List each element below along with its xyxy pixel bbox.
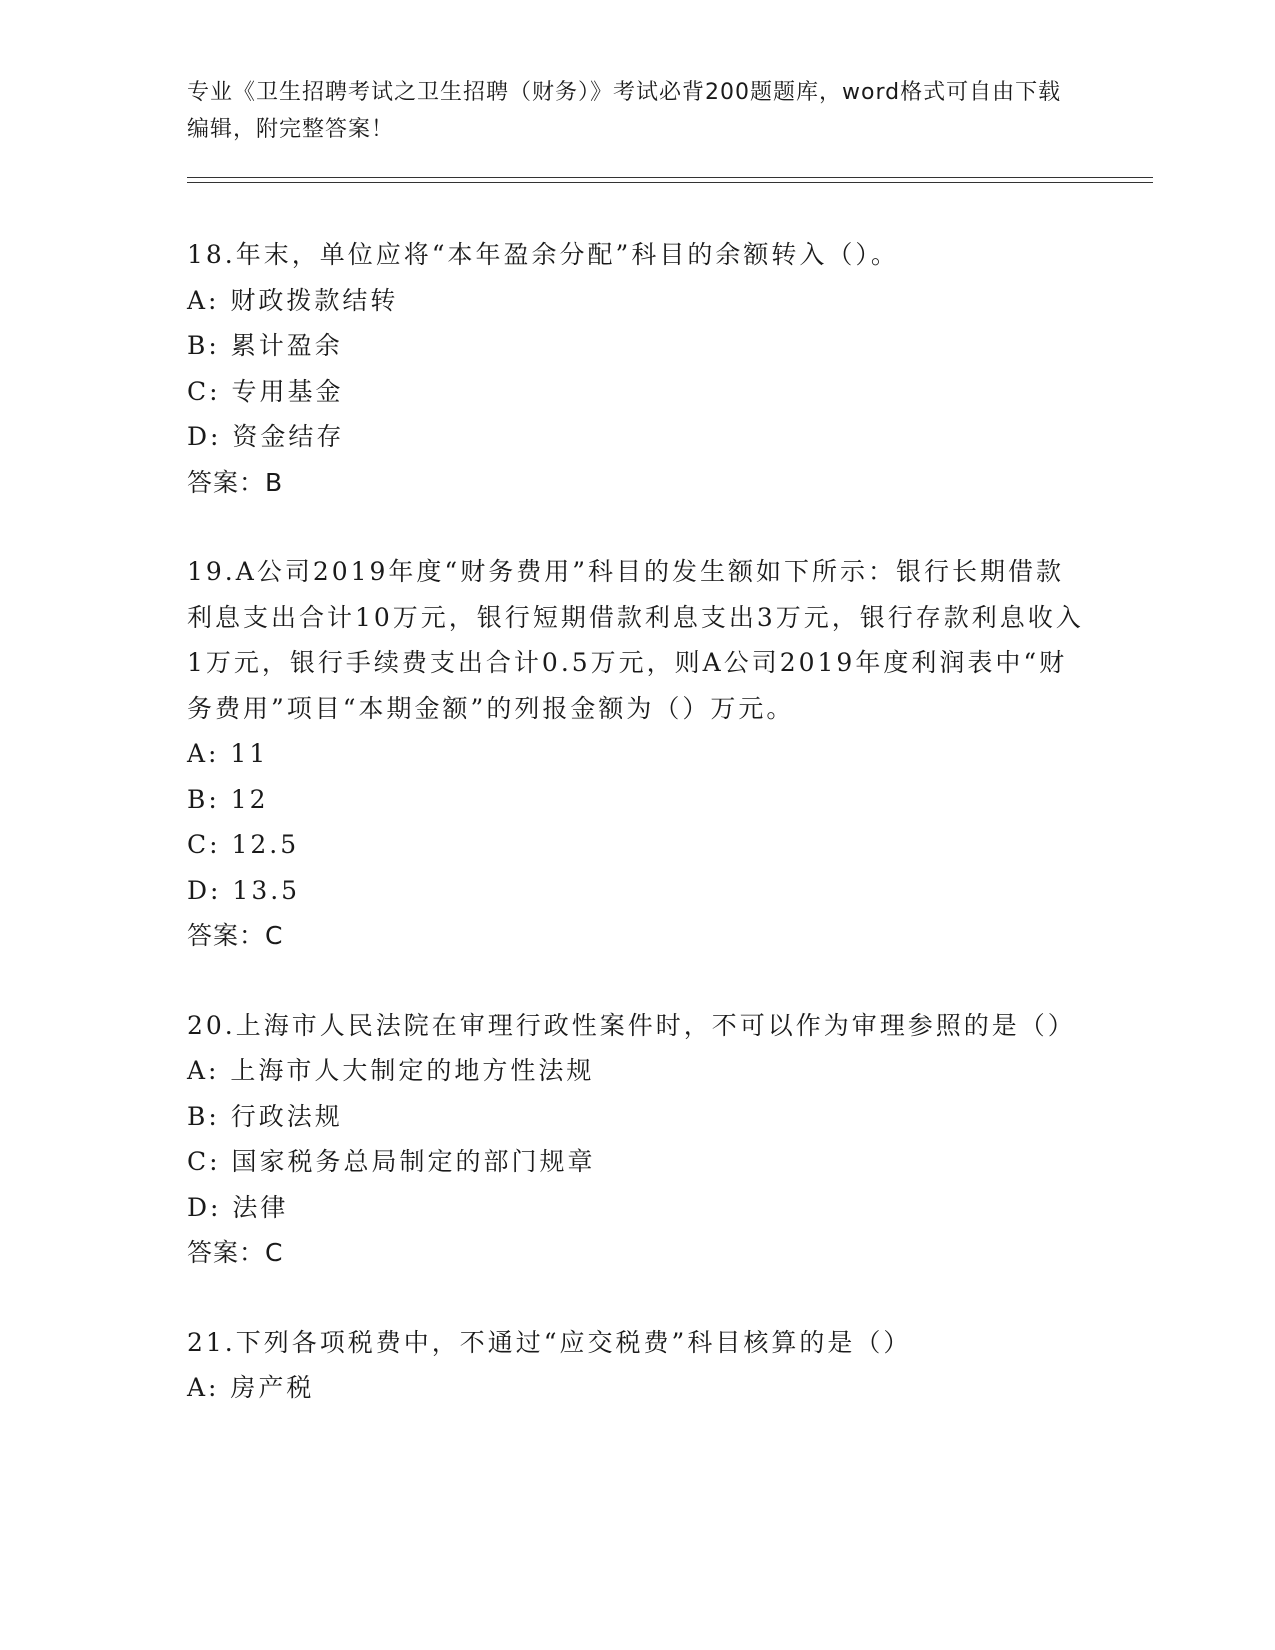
- answer-line: 答案：B: [187, 467, 284, 497]
- option-d: D: 13.5: [187, 875, 301, 905]
- option-c: C: 12.5: [187, 830, 300, 859]
- option-a: A: 财政拨款结转: [187, 285, 399, 315]
- option-b: B: 12: [187, 784, 269, 814]
- question-18: [187, 232, 1087, 505]
- question-text: 20.上海市人民法院在审理行政性案件时，不可以作为审理参照的是（）: [187, 1010, 1076, 1040]
- option-d: D: 法律: [187, 1192, 289, 1222]
- question-20: [187, 1003, 1087, 1276]
- option-d: D: 资金结存: [187, 422, 345, 451]
- question-text: 21.下列各项税费中，不通过“应交税费”科目核算的是（）: [187, 1327, 912, 1357]
- header-divider-top: [187, 177, 1153, 178]
- option-c: C: 国家税务总局制定的部门规章: [187, 1147, 596, 1176]
- answer-line: 答案：C: [187, 921, 284, 950]
- option-c: C: 专用基金: [187, 376, 344, 406]
- option-a: A: 11: [187, 739, 269, 768]
- question-21: [187, 1320, 1087, 1411]
- option-b: B: 行政法规: [187, 1101, 343, 1131]
- answer-line: 答案：C: [187, 1238, 284, 1267]
- document-header: 专业《卫生招聘考试之卫生招聘（财务）》考试必背200题题库，word格式可自由下载编辑，附完整答案！: [187, 80, 1062, 142]
- question-text: 18.年末，单位应将“本年盈余分配”科目的余额转入（）。: [187, 240, 899, 269]
- question-list: [187, 232, 1087, 1455]
- option-a: A: 上海市人大制定的地方性法规: [187, 1056, 595, 1085]
- option-b: B: 累计盈余: [187, 331, 343, 360]
- question-19: [187, 549, 1087, 959]
- header-divider-bottom: [187, 182, 1153, 183]
- option-a: A: 房产税: [187, 1373, 315, 1402]
- question-text: 19.A公司2019年度“财务费用”科目的发生额如下所示：银行长期借款利息支出合计10万元，银行短期借款利息支出3万元，银行存款利息收入1万元，银行手续费支出合计0.5万元，则A公司2019年度利润表中“财务费用”项目“本期金额”的列报金额为（）万元。: [187, 557, 1084, 723]
